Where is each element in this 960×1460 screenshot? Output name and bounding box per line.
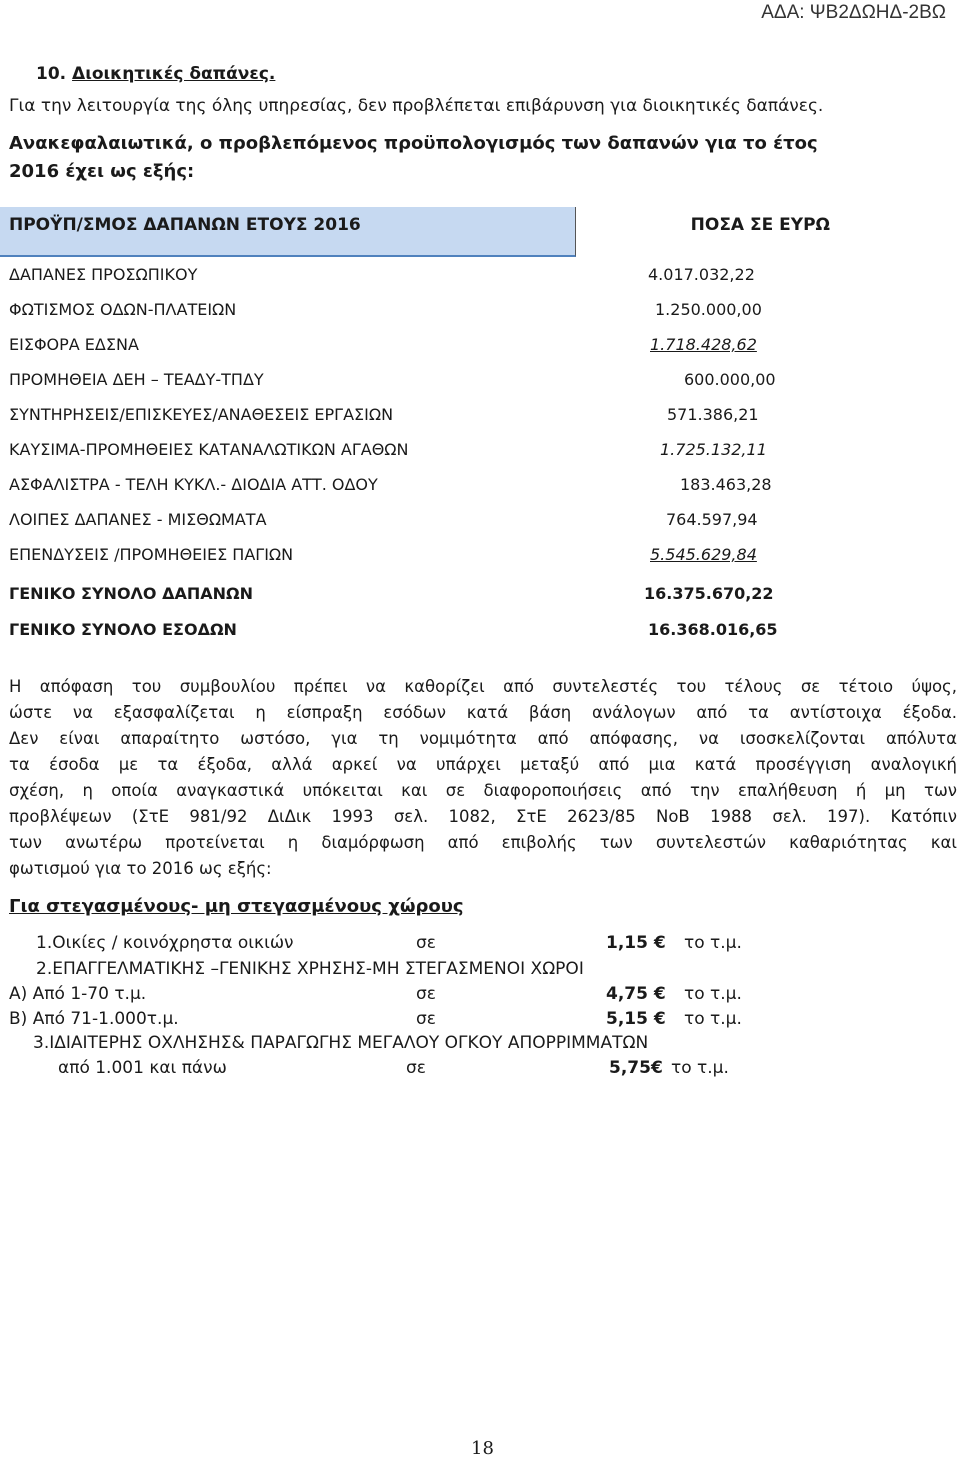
row-label: ΑΣΦΑΛΙΣΤΡΑ - ΤΕΛΗ ΚΥΚΛ.- ΔΙΟΔΙΑ ΑΤΤ. ΟΔΟΥ [9, 475, 378, 494]
rate-item-1-value: 1,15 € [606, 933, 666, 953]
paragraph-line: σχέση, η οποία αναγκαστικά υπόκειται και σε διαφοροποιήσεις από την επαλήθευση ή μη των [9, 781, 957, 800]
summary-line-1: Ανακεφαλαιωτικά, ο προβλεπόμενος προϋπολογισμός των δαπανών για το έτος [9, 133, 818, 154]
row-value: 1.725.132,11 [660, 440, 767, 459]
rate-item-2a-label: Α) Από 1-70 τ.μ. [9, 984, 147, 1004]
rate-item-2a-unit: το τ.μ. [684, 984, 742, 1004]
rate-item-3-se: σε [406, 1058, 426, 1078]
row-value: 183.463,28 [680, 475, 772, 494]
rate-item-2a-se: σε [416, 984, 436, 1004]
row-value: 764.597,94 [666, 510, 758, 529]
row-label: ΚΑΥΣΙΜΑ-ΠΡΟΜΗΘΕΙΕΣ ΚΑΤΑΝΑΛΩΤΙΚΩΝ ΑΓΑΘΩΝ [9, 440, 409, 459]
row-value: 4.017.032,22 [648, 265, 755, 284]
budget-table-header [0, 207, 830, 257]
row-label: ΣΥΝΤΗΡΗΣΕΙΣ/ΕΠΙΣΚΕΥΕΣ/ΑΝΑΘΕΣΕΙΣ ΕΡΓΑΣΙΩΝ [9, 405, 394, 424]
row-label: ΠΡΟΜΗΘΕΙΑ ΔΕΗ – ΤΕΑΔΥ-ΤΠΔΥ [9, 370, 264, 389]
section-10-heading [36, 64, 275, 84]
budget-header-left: ΠΡΟΫΠ/ΣΜΟΣ ΔΑΠΑΝΩΝ ΕΤΟΥΣ 2016 [0, 207, 576, 257]
paragraph-line: φωτισμού για το 2016 ως εξής: [9, 859, 272, 878]
section-number: 10. [36, 64, 67, 84]
rate-item-3-value: 5,75€ [609, 1058, 663, 1078]
section-title: Διοικητικές δαπάνες. [72, 64, 276, 84]
budget-header-right: ΠΟΣΑ ΣΕ ΕΥΡΩ [690, 215, 830, 235]
paragraph-line: Δεν είναι απαραίτητο ωστόσο, για τη νομιμότητα από απόφασης, να ισοσκελίζονται απόλυτα [9, 729, 957, 748]
row-label: ΔΑΠΑΝΕΣ ΠΡΟΣΩΠΙΚΟΥ [9, 265, 198, 284]
summary-line-2: 2016 έχει ως εξής: [9, 161, 195, 182]
row-value: 1.718.428,62 [650, 335, 757, 354]
summary-paragraph [9, 130, 818, 186]
paragraph-line: των ανωτέρω προτείνεται η διαμόρφωση από επιβολής των συντελεστών καθαριότητας και [9, 833, 957, 852]
rates-section-title: Για στεγασμένους- μη στεγασμένους χώρους [9, 896, 464, 917]
rate-item-2b-unit: το τ.μ. [684, 1009, 742, 1029]
page-number: 18 [471, 1438, 494, 1459]
row-label: ΦΩΤΙΣΜΟΣ ΟΔΩΝ-ΠΛΑΤΕΙΩΝ [9, 300, 237, 319]
paragraph-line: ώστε να εξασφαλίζεται η είσπραξη εσόδων κατά βάση ανάλογων από τα αντίστοιχα έξοδα. [9, 703, 957, 722]
rate-item-3-heading: 3.ΙΔΙΑΙΤΕΡΗΣ ΟΧΛΗΣΗΣ& ΠΑΡΑΓΩΓΗΣ ΜΕΓΑΛΟΥ ΟΓΚΟΥ ΑΠΟΡΡΙΜΜΑΤΩΝ [33, 1033, 649, 1053]
paragraph-line: προβλέψεων (ΣτΕ 981/92 ΔιΔικ 1993 σελ. 1082, ΣτΕ 2623/85 ΝοΒ 1988 σελ. 197). Κατόπιν [9, 807, 957, 826]
row-value: 5.545.629,84 [650, 545, 757, 564]
row-value: 600.000,00 [684, 370, 776, 389]
rate-item-2a-value: 4,75 € [606, 984, 666, 1004]
row-label: ΕΠΕΝΔΥΣΕΙΣ /ΠΡΟΜΗΘΕΙΕΣ ΠΑΓΙΩΝ [9, 545, 294, 564]
rate-item-2b-se: σε [416, 1009, 436, 1029]
rate-item-1-label: 1.Οικίες / κοινόχρηστα οικιών [36, 933, 294, 953]
rate-item-2b-label: Β) Από 71-1.000τ.μ. [9, 1009, 179, 1029]
total-income-value: 16.368.016,65 [648, 620, 778, 639]
paragraph-line: τα έσοδα με τα έξοδα, αλλά αρκεί να υπάρχει μεταξύ από μια κατά προσέγγιση αναλογική [9, 755, 957, 774]
ada-code: ΑΔΑ: ΨΒ2ΔΩΗΔ-2ΒΩ [761, 2, 946, 23]
admin-expenses-paragraph: Για την λειτουργία της όλης υπηρεσίας, δεν προβλέπεται επιβάρυνση για διοικητικές δαπάνες. [9, 96, 824, 116]
row-value: 1.250.000,00 [655, 300, 762, 319]
rate-item-1-se: σε [416, 933, 436, 953]
paragraph-line: Η απόφαση του συμβουλίου πρέπει να καθορίζει από συντελεστές του τέλους σε τέτοιο ύψος, [9, 677, 957, 696]
rate-item-2-heading: 2.ΕΠΑΓΓΕΛΜΑΤΙΚΗΣ –ΓΕΝΙΚΗΣ ΧΡΗΣΗΣ-ΜΗ ΣΤΕΓΑΣΜΕΝΟΙ ΧΩΡΟΙ [36, 959, 584, 979]
rate-item-3-unit: το τ.μ. [671, 1058, 729, 1078]
rate-item-2b-value: 5,15 € [606, 1009, 666, 1029]
rate-item-3-label: από 1.001 και πάνω [58, 1058, 227, 1078]
decision-paragraph [9, 674, 957, 882]
total-expenses-value: 16.375.670,22 [644, 584, 774, 603]
rate-item-1-unit: το τ.μ. [684, 933, 742, 953]
row-value: 571.386,21 [667, 405, 759, 424]
row-label: ΕΙΣΦΟΡΑ ΕΔΣΝΑ [9, 335, 139, 354]
row-label: ΛΟΙΠΕΣ ΔΑΠΑΝΕΣ - ΜΙΣΘΩΜΑΤΑ [9, 510, 267, 529]
total-income-label: ΓΕΝΙΚΟ ΣΥΝΟΛΟ ΕΣΟΔΩΝ [9, 620, 237, 639]
total-expenses-label: ΓΕΝΙΚΟ ΣΥΝΟΛΟ ΔΑΠΑΝΩΝ [9, 584, 254, 603]
